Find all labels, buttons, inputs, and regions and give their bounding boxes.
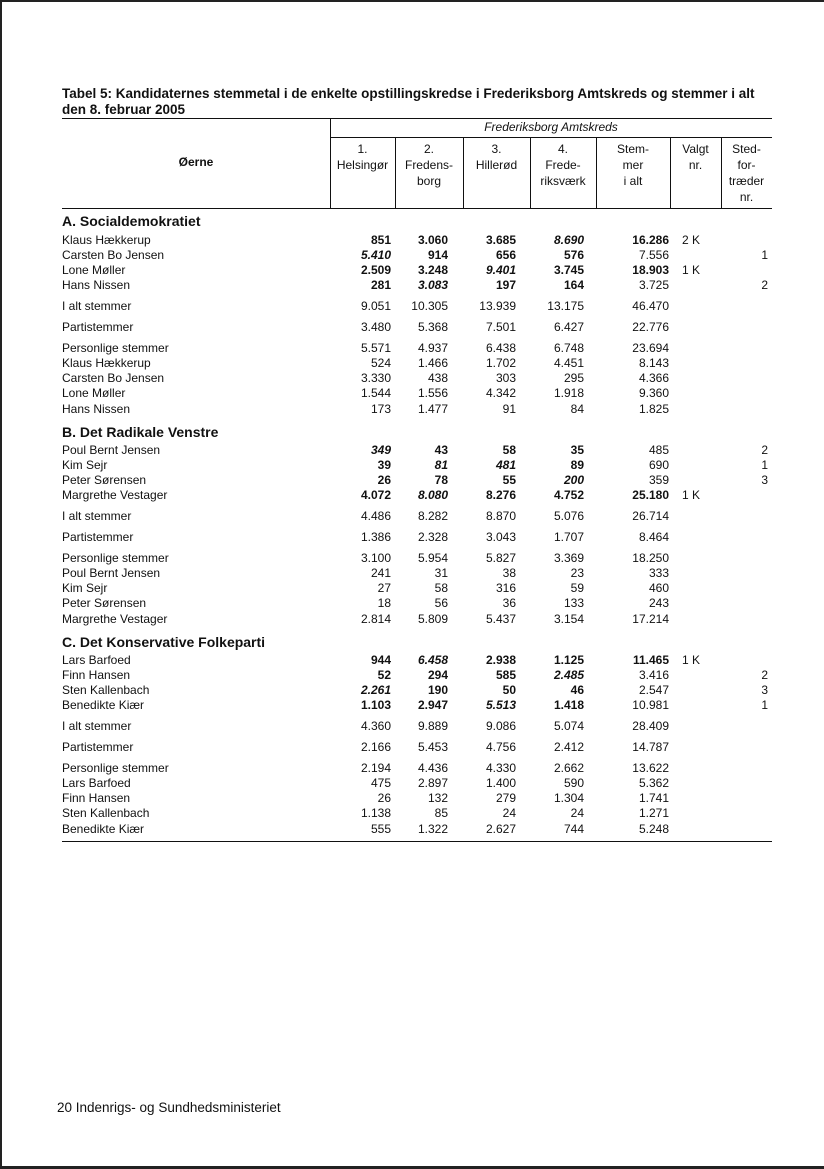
table-cell: 1.477 (417, 402, 448, 416)
table-cell: 1.400 (485, 776, 516, 790)
table-cell: 173 (370, 402, 391, 416)
row-label: Personlige stemmer (62, 761, 169, 775)
table-cell: 851 (370, 233, 391, 247)
table-cell: 5.362 (638, 776, 669, 790)
table-cell: 16.286 (632, 233, 669, 247)
table-cell: 164 (563, 278, 584, 292)
table-row (62, 698, 772, 713)
table-cell: 294 (427, 668, 448, 682)
table-cell: 2.938 (485, 653, 516, 667)
table-cell: 1.741 (638, 791, 669, 805)
table-row (62, 719, 772, 734)
table-cell: 26 (377, 473, 391, 487)
row-label: Peter Sørensen (62, 596, 147, 610)
table-cell: 6.748 (553, 341, 584, 355)
table-cell: 303 (495, 371, 516, 385)
table-row (62, 233, 772, 248)
column-header: 4. Frede- riksværk (540, 142, 586, 188)
row-label: Partistemmer (62, 530, 134, 544)
table-cell: 2 K (682, 233, 701, 247)
table-row (62, 551, 772, 566)
table-cell: 24 (502, 806, 516, 820)
table-cell: 50 (502, 683, 516, 697)
table-cell: 1 (761, 698, 768, 712)
page-footer: 20 Indenrigs- og Sundhedsministeriet (57, 1100, 281, 1115)
table-cell: 3.745 (553, 263, 584, 277)
row-label: Lars Barfoed (62, 776, 131, 790)
table-cell: 8.080 (417, 488, 448, 502)
table-cell: 35 (570, 443, 584, 457)
table-row (62, 683, 772, 698)
row-label: Klaus Hækkerup (62, 233, 151, 247)
table-cell: 5.571 (360, 341, 391, 355)
table-cell: 2.194 (360, 761, 391, 775)
table-cell: 3.043 (485, 530, 516, 544)
table-cell: 18.250 (632, 551, 669, 565)
table-row (62, 278, 772, 293)
table-cell: 84 (570, 402, 584, 416)
table-cell: 200 (563, 473, 584, 487)
region-rule (330, 137, 772, 138)
table-cell: 8.690 (553, 233, 584, 247)
table-cell: 1.271 (638, 806, 669, 820)
table-cell: 2 (761, 443, 768, 457)
table-cell: 38 (502, 566, 516, 580)
table-row (62, 581, 772, 596)
table-cell: 485 (648, 443, 669, 457)
table-cell: 2.662 (553, 761, 584, 775)
table-row (62, 371, 772, 386)
region-header: Frederiksborg Amtskreds (484, 120, 618, 134)
table-cell: 281 (370, 278, 391, 292)
row-label: Kim Sejr (62, 581, 108, 595)
table-cell: 5.437 (485, 612, 516, 626)
table-cell: 11.465 (632, 653, 669, 667)
table-cell: 56 (434, 596, 448, 610)
row-label: Hans Nissen (62, 278, 131, 292)
table-cell: 4.486 (360, 509, 391, 523)
table-cell: 24 (570, 806, 584, 820)
table-cell: 26 (377, 791, 391, 805)
row-label: Partistemmer (62, 320, 134, 334)
table-cell: 5.248 (638, 822, 669, 836)
row-label: I alt stemmer (62, 719, 132, 733)
table-cell: 3.154 (553, 612, 584, 626)
table-cell: 349 (370, 443, 391, 457)
table-cell: 9.401 (485, 263, 516, 277)
section-heading: A. Socialdemokratiet (62, 213, 201, 229)
table-cell: 1 K (682, 488, 701, 502)
table-cell: 1.702 (485, 356, 516, 370)
table-cell: 2.485 (553, 668, 584, 682)
table-row (62, 530, 772, 545)
table-cell: 460 (648, 581, 669, 595)
table-cell: 5.368 (417, 320, 448, 334)
table-cell: 2 (761, 278, 768, 292)
table-cell: 2 (761, 668, 768, 682)
table-cell: 14.787 (632, 740, 669, 754)
table-cell: 576 (563, 248, 584, 262)
row-label: Kim Sejr (62, 458, 108, 472)
table-cell: 4.366 (638, 371, 669, 385)
table-cell: 2.412 (553, 740, 584, 754)
table-cell: 8.870 (485, 509, 516, 523)
table-row (62, 488, 772, 503)
table-cell: 1 K (682, 653, 701, 667)
column-header: 3. Hillerød (475, 142, 518, 172)
table-cell: 78 (434, 473, 448, 487)
table-cell: 3.330 (360, 371, 391, 385)
table-row (62, 248, 772, 263)
column-header: 1. Helsingør (336, 142, 389, 172)
table-cell: 555 (370, 822, 391, 836)
table-cell: 3 (761, 473, 768, 487)
table-cell: 4.436 (417, 761, 448, 775)
table-cell: 5.074 (553, 719, 584, 733)
table-row (62, 509, 772, 524)
table-row (62, 443, 772, 458)
table-cell: 744 (563, 822, 584, 836)
row-label: Lone Møller (62, 263, 126, 277)
table-row (62, 668, 772, 683)
table-cell: 1.322 (417, 822, 448, 836)
row-label: Hans Nissen (62, 402, 131, 416)
row-label: Finn Hansen (62, 668, 131, 682)
table-cell: 333 (648, 566, 669, 580)
table-cell: 197 (495, 278, 516, 292)
row-label: I alt stemmer (62, 509, 132, 523)
table-cell: 46 (570, 683, 584, 697)
table-row (62, 356, 772, 371)
table-cell: 7.556 (638, 248, 669, 262)
row-label: Margrethe Vestager (62, 488, 168, 502)
table-cell: 3.100 (360, 551, 391, 565)
page-border-top (0, 0, 824, 2)
table-cell: 4.756 (485, 740, 516, 754)
table-cell: 2.947 (417, 698, 448, 712)
table-cell: 6.438 (485, 341, 516, 355)
table-cell: 8.282 (417, 509, 448, 523)
row-label: Poul Bernt Jensen (62, 443, 161, 457)
table-cell: 3.416 (638, 668, 669, 682)
table-cell: 6.427 (553, 320, 584, 334)
table-cell: 27 (377, 581, 391, 595)
table-cell: 1.103 (360, 698, 391, 712)
table-cell: 241 (370, 566, 391, 580)
table-cell: 5.809 (417, 612, 448, 626)
table-row (62, 386, 772, 401)
table-row (62, 299, 772, 314)
table-cell: 85 (434, 806, 448, 820)
table-cell: 2.509 (360, 263, 391, 277)
table-cell: 1.556 (417, 386, 448, 400)
table-cell: 2.547 (638, 683, 669, 697)
table-cell: 9.051 (360, 299, 391, 313)
table-cell: 3.083 (417, 278, 448, 292)
table-cell: 91 (502, 402, 516, 416)
table-row (62, 822, 772, 837)
table-cell: 585 (495, 668, 516, 682)
table-cell: 8.143 (638, 356, 669, 370)
table-cell: 4.330 (485, 761, 516, 775)
table-row (62, 566, 772, 581)
table-bottom-rule (62, 841, 772, 842)
table-cell: 1 (761, 458, 768, 472)
area-header: Øerne (178, 155, 214, 169)
table-cell: 13.622 (632, 761, 669, 775)
table-cell: 1.304 (553, 791, 584, 805)
table-cell: 1.418 (553, 698, 584, 712)
row-label: Peter Sørensen (62, 473, 147, 487)
table-cell: 1 (761, 248, 768, 262)
table-cell: 36 (502, 596, 516, 610)
table-cell: 22.776 (632, 320, 669, 334)
table-row (62, 320, 772, 335)
row-label: I alt stemmer (62, 299, 132, 313)
table-top-rule (62, 118, 772, 119)
table-cell: 9.360 (638, 386, 669, 400)
row-label: Poul Bernt Jensen (62, 566, 161, 580)
table-cell: 132 (427, 791, 448, 805)
row-label: Sten Kallenbach (62, 683, 150, 697)
table-cell: 43 (434, 443, 448, 457)
table-cell: 28.409 (632, 719, 669, 733)
table-row (62, 341, 772, 356)
table-cell: 13.939 (479, 299, 516, 313)
table-cell: 2.627 (485, 822, 516, 836)
table-cell: 4.360 (360, 719, 391, 733)
table-cell: 1.125 (553, 653, 584, 667)
row-label: Carsten Bo Jensen (62, 248, 165, 262)
table-cell: 39 (377, 458, 391, 472)
table-row (62, 263, 772, 278)
table-cell: 914 (427, 248, 448, 262)
table-cell: 5.827 (485, 551, 516, 565)
table-cell: 46.470 (632, 299, 669, 313)
section-heading: B. Det Radikale Venstre (62, 424, 219, 440)
table-cell: 59 (570, 581, 584, 595)
table-cell: 3.369 (553, 551, 584, 565)
table-cell: 438 (427, 371, 448, 385)
table-cell: 1.386 (360, 530, 391, 544)
table-row (62, 806, 772, 821)
table-cell: 10.981 (632, 698, 669, 712)
table-cell: 3.060 (417, 233, 448, 247)
table-cell: 4.937 (417, 341, 448, 355)
table-cell: 4.752 (553, 488, 584, 502)
table-cell: 3.725 (638, 278, 669, 292)
row-label: Sten Kallenbach (62, 806, 150, 820)
column-header: 2. Fredens- borg (404, 142, 454, 188)
table-cell: 1.466 (417, 356, 448, 370)
table-cell: 656 (495, 248, 516, 262)
table-title: Tabel 5: Kandidaternes stemmetal i de enkelte opstillingskredse i Frederiksborg Amtskreds og stemmer i alt den 8. februar 2005 (62, 86, 755, 117)
table-cell: 475 (370, 776, 391, 790)
page-border-left (0, 0, 2, 1169)
table-cell: 3.685 (485, 233, 516, 247)
table-cell: 7.501 (485, 320, 516, 334)
table-cell: 1.707 (553, 530, 584, 544)
table-cell: 4.342 (485, 386, 516, 400)
table-cell: 9.889 (417, 719, 448, 733)
row-label: Finn Hansen (62, 791, 131, 805)
table-cell: 6.458 (417, 653, 448, 667)
table-cell: 52 (377, 668, 391, 682)
table-row (62, 473, 772, 488)
table-cell: 23 (570, 566, 584, 580)
table-cell: 9.086 (485, 719, 516, 733)
table-cell: 8.464 (638, 530, 669, 544)
table-cell: 55 (502, 473, 516, 487)
table-cell: 3.480 (360, 320, 391, 334)
table-cell: 4.451 (553, 356, 584, 370)
row-label: Klaus Hækkerup (62, 356, 151, 370)
table-cell: 1.138 (360, 806, 391, 820)
table-cell: 23.694 (632, 341, 669, 355)
table-row (62, 612, 772, 627)
row-label: Lone Møller (62, 386, 126, 400)
table-cell: 1.825 (638, 402, 669, 416)
table-row (62, 402, 772, 417)
table-row (62, 653, 772, 668)
table-cell: 690 (648, 458, 669, 472)
table-cell: 2.261 (360, 683, 391, 697)
table-row (62, 596, 772, 611)
table-cell: 2.328 (417, 530, 448, 544)
column-header: Valgt nr. (682, 142, 709, 172)
table-cell: 10.305 (411, 299, 448, 313)
table-row (62, 740, 772, 755)
table-cell: 26.714 (632, 509, 669, 523)
table-cell: 8.276 (485, 488, 516, 502)
table-cell: 359 (648, 473, 669, 487)
table-cell: 1.544 (360, 386, 391, 400)
table-cell: 25.180 (632, 488, 669, 502)
table-cell: 81 (434, 458, 448, 472)
table-cell: 3 (761, 683, 768, 697)
table-cell: 2.166 (360, 740, 391, 754)
table-cell: 481 (495, 458, 516, 472)
row-label: Lars Barfoed (62, 653, 131, 667)
table-cell: 295 (563, 371, 584, 385)
table-cell: 1 K (682, 263, 701, 277)
table-row (62, 776, 772, 791)
table-cell: 5.453 (417, 740, 448, 754)
row-label: Carsten Bo Jensen (62, 371, 165, 385)
column-header: Stem- mer i alt (616, 142, 649, 188)
table-cell: 944 (370, 653, 391, 667)
row-label: Benedikte Kiær (62, 822, 145, 836)
table-cell: 31 (434, 566, 448, 580)
table-cell: 190 (427, 683, 448, 697)
table-cell: 590 (563, 776, 584, 790)
table-cell: 4.072 (360, 488, 391, 502)
table-cell: 316 (495, 581, 516, 595)
table-cell: 5.513 (485, 698, 516, 712)
table-cell: 17.214 (632, 612, 669, 626)
table-cell: 5.954 (417, 551, 448, 565)
table-cell: 279 (495, 791, 516, 805)
table-cell: 89 (570, 458, 584, 472)
row-label: Personlige stemmer (62, 551, 169, 565)
table-cell: 524 (370, 356, 391, 370)
table-row (62, 458, 772, 473)
table-row (62, 761, 772, 776)
table-cell: 133 (563, 596, 584, 610)
row-label: Benedikte Kiær (62, 698, 145, 712)
table-cell: 58 (434, 581, 448, 595)
table-cell: 13.175 (547, 299, 584, 313)
header-bottom-rule (62, 208, 772, 209)
table-row (62, 791, 772, 806)
table-cell: 2.814 (360, 612, 391, 626)
row-label: Personlige stemmer (62, 341, 169, 355)
table-cell: 58 (502, 443, 516, 457)
table-cell: 3.248 (417, 263, 448, 277)
table-cell: 2.897 (417, 776, 448, 790)
column-header: Sted- for- træder nr. (728, 142, 765, 204)
table-cell: 5.076 (553, 509, 584, 523)
table-cell: 1.918 (553, 386, 584, 400)
row-label: Margrethe Vestager (62, 612, 168, 626)
table-cell: 18 (377, 596, 391, 610)
section-heading: C. Det Konservative Folkeparti (62, 634, 266, 650)
table-cell: 18.903 (632, 263, 669, 277)
row-label: Partistemmer (62, 740, 134, 754)
table-cell: 243 (648, 596, 669, 610)
table-cell: 5.410 (360, 248, 391, 262)
